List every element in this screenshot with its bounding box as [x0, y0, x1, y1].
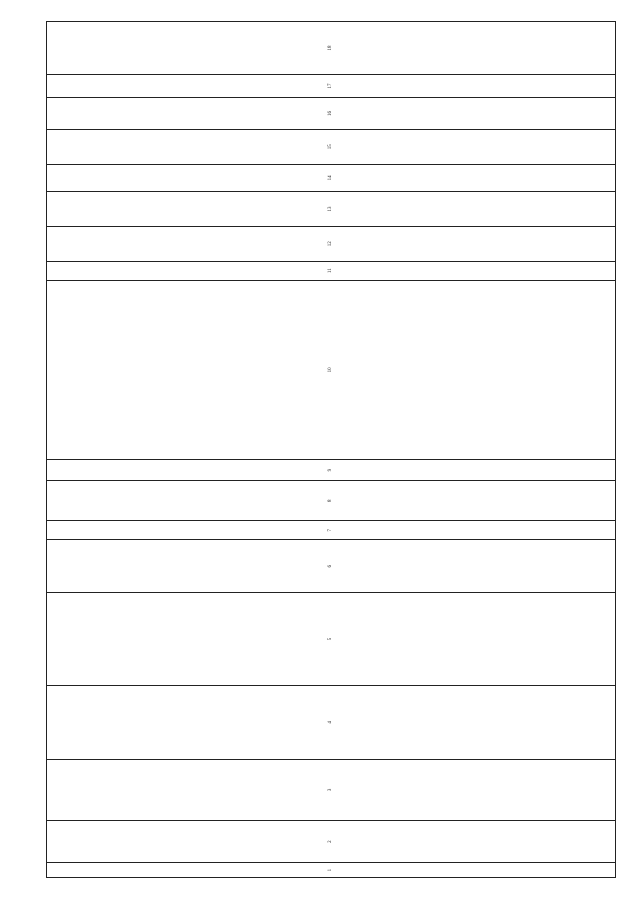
header-cell: 9	[47, 460, 616, 481]
header-row	[47, 22, 616, 878]
header-cell: 10	[47, 280, 616, 459]
table-body	[47, 22, 616, 878]
header-cell: 7	[47, 521, 616, 540]
header-cell: 2	[47, 821, 616, 863]
header-cell: 13	[47, 192, 616, 227]
rotated-sheet	[46, 21, 616, 878]
data-table	[46, 21, 616, 878]
header-cell: 4	[47, 685, 616, 759]
header-cell: 11	[47, 261, 616, 280]
header-cell: 5	[47, 593, 616, 686]
header-cell: 3	[47, 759, 616, 820]
header-cell: 15	[47, 129, 616, 164]
header-cell: 14	[47, 164, 616, 191]
header-cell: 12	[47, 226, 616, 261]
header-cell: 18	[47, 22, 616, 75]
header-cell: 6	[47, 540, 616, 593]
header-cell: 16	[47, 98, 616, 130]
header-cell: 17	[47, 74, 616, 97]
header-cell: 8	[47, 481, 616, 521]
header-cell: 1	[47, 863, 616, 878]
